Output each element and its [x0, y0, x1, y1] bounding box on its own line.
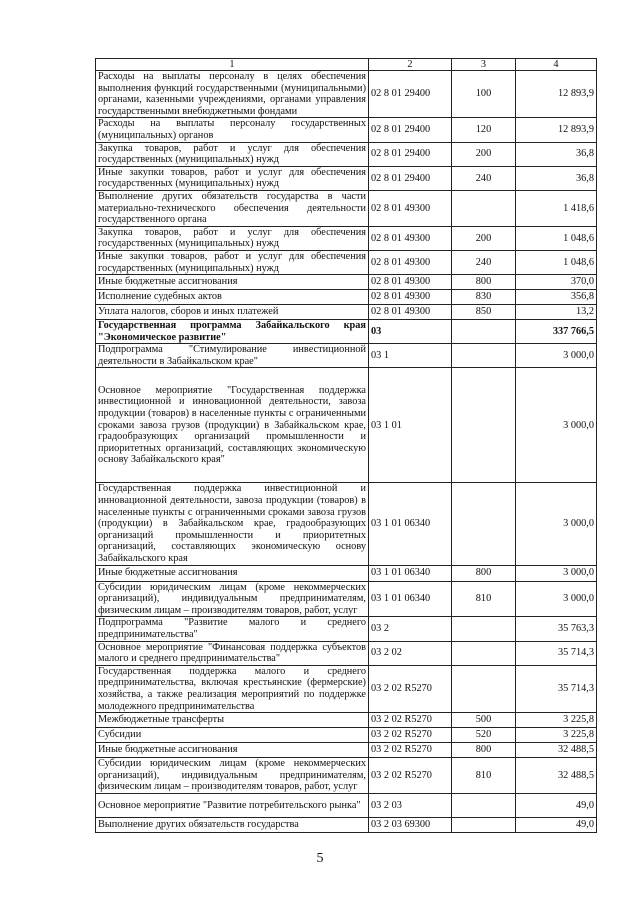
- row-type-cell: 830: [452, 290, 516, 305]
- row-amount-cell: 32 488,5: [516, 758, 597, 794]
- row-type-cell: [452, 190, 516, 226]
- row-amount-cell: 3 000,0: [516, 344, 597, 368]
- row-name-cell: Уплата налогов, сборов и иных платежей: [96, 305, 369, 320]
- row-name-cell: Иные бюджетные ассигнования: [96, 565, 369, 581]
- row-type-cell: 200: [452, 226, 516, 250]
- row-type-cell: 500: [452, 713, 516, 728]
- table-row: [96, 793, 597, 817]
- row-amount-cell: 3 000,0: [516, 581, 597, 617]
- table-row: [96, 758, 597, 794]
- row-amount-cell: 3 225,8: [516, 728, 597, 743]
- row-code-cell: 03 2 02 R5270: [369, 758, 452, 794]
- row-code-cell: 02 8 01 49300: [369, 275, 452, 290]
- row-type-cell: 520: [452, 728, 516, 743]
- table-row: [96, 743, 597, 758]
- row-type-cell: 240: [452, 166, 516, 190]
- row-code-cell: 03 2 02 R5270: [369, 728, 452, 743]
- row-code-cell: 03 1 01 06340: [369, 581, 452, 617]
- table-row: [96, 142, 597, 166]
- row-code-cell: 03 2 02 R5270: [369, 665, 452, 712]
- row-name-cell: Расходы на выплаты персоналу государственных (муниципальных) органов: [96, 118, 369, 142]
- table-row: [96, 250, 597, 274]
- row-amount-cell: 35 714,3: [516, 641, 597, 665]
- table-row: [96, 320, 597, 344]
- row-amount-cell: 49,0: [516, 817, 597, 832]
- header-col-1: 1: [96, 59, 369, 71]
- row-type-cell: [452, 617, 516, 641]
- row-name-cell: Основное мероприятие "Государственная поддержка инвестиционной и инновационной деятельности, завоза продукции (товаров) в населенные пункты с ограниченными сроками завоза грузов (продукции) в Забайкальском крае, градообразующих организаций промышленности и приоритетных организаций, составляющих экономическую основу Забайкальского края": [96, 368, 369, 483]
- page-number: 5: [316, 851, 324, 866]
- row-type-cell: 810: [452, 581, 516, 617]
- row-type-cell: [452, 368, 516, 483]
- table-header-row: [96, 59, 597, 71]
- row-code-cell: 03 2: [369, 617, 452, 641]
- row-amount-cell: 13,2: [516, 305, 597, 320]
- row-amount-cell: 1 048,6: [516, 250, 597, 274]
- table-row: [96, 118, 597, 142]
- budget-table-body: [96, 59, 597, 833]
- row-name-cell: Основное мероприятие "Развитие потребительского рынка": [96, 793, 369, 817]
- row-amount-cell: 12 893,9: [516, 118, 597, 142]
- budget-table: [95, 58, 597, 833]
- row-name-cell: Основное мероприятие "Финансовая поддержка субъектов малого и среднего предпринимательства": [96, 641, 369, 665]
- row-amount-cell: 49,0: [516, 793, 597, 817]
- row-amount-cell: 1 418,6: [516, 190, 597, 226]
- table-row: [96, 344, 597, 368]
- row-name-cell: Субсидии: [96, 728, 369, 743]
- row-amount-cell: 36,8: [516, 142, 597, 166]
- table-row: [96, 71, 597, 118]
- row-amount-cell: 3 000,0: [516, 565, 597, 581]
- row-code-cell: 03 2 02 R5270: [369, 713, 452, 728]
- row-type-cell: [452, 641, 516, 665]
- row-type-cell: [452, 665, 516, 712]
- row-code-cell: 02 8 01 29400: [369, 71, 452, 118]
- table-row: [96, 581, 597, 617]
- row-type-cell: 800: [452, 743, 516, 758]
- row-name-cell: Межбюджетные трансферты: [96, 713, 369, 728]
- table-row: [96, 305, 597, 320]
- row-type-cell: 850: [452, 305, 516, 320]
- row-type-cell: 200: [452, 142, 516, 166]
- row-code-cell: 03 1 01: [369, 368, 452, 483]
- row-type-cell: [452, 483, 516, 565]
- row-name-cell: Иные бюджетные ассигнования: [96, 275, 369, 290]
- row-name-cell: Субсидии юридическим лицам (кроме некоммерческих организаций), индивидуальным предпринимателям, физическим лицам – производителям товаров, работ, услуг: [96, 581, 369, 617]
- table-row: [96, 728, 597, 743]
- row-code-cell: 03 2 03: [369, 793, 452, 817]
- row-name-cell: Иные бюджетные ассигнования: [96, 743, 369, 758]
- row-name-cell: Выполнение других обязательств государства: [96, 817, 369, 832]
- row-name-cell: Закупка товаров, работ и услуг для обеспечения государственных (муниципальных) нужд: [96, 142, 369, 166]
- row-code-cell: 03 2 02: [369, 641, 452, 665]
- row-name-cell: Субсидии юридическим лицам (кроме некоммерческих организаций), индивидуальным предпринимателям, физическим лицам – производителям товаров, работ, услуг: [96, 758, 369, 794]
- row-name-cell: Государственная поддержка малого и среднего предпринимательства, включая крестьянские (фермерские) хозяйства, а также реализация мероприятий по поддержке молодежного предпринимательства: [96, 665, 369, 712]
- row-code-cell: 02 8 01 29400: [369, 118, 452, 142]
- table-row: [96, 483, 597, 565]
- header-col-3: 3: [452, 59, 516, 71]
- table-row: [96, 713, 597, 728]
- row-code-cell: 03 1: [369, 344, 452, 368]
- row-amount-cell: 3 000,0: [516, 368, 597, 483]
- row-amount-cell: 370,0: [516, 275, 597, 290]
- row-code-cell: 03 2 02 R5270: [369, 743, 452, 758]
- row-code-cell: 02 8 01 29400: [369, 142, 452, 166]
- row-code-cell: 02 8 01 49300: [369, 305, 452, 320]
- row-type-cell: [452, 793, 516, 817]
- row-type-cell: 800: [452, 565, 516, 581]
- row-type-cell: 810: [452, 758, 516, 794]
- table-row: [96, 368, 597, 483]
- header-col-4: 4: [516, 59, 597, 71]
- row-type-cell: 800: [452, 275, 516, 290]
- table-row: [96, 617, 597, 641]
- row-name-cell: Выполнение других обязательств государства в части материально-технического обеспечения деятельности государственного органа: [96, 190, 369, 226]
- row-code-cell: 02 8 01 49300: [369, 250, 452, 274]
- row-amount-cell: 1 048,6: [516, 226, 597, 250]
- row-amount-cell: 3 000,0: [516, 483, 597, 565]
- row-name-cell: Исполнение судебных актов: [96, 290, 369, 305]
- row-name-cell: Государственная поддержка инвестиционной и инновационной деятельности, завоза продукции (товаров) в населенные пункты с ограниченными сроками завоза грузов (продукции) в Забайкальском крае, градообразующих организаций промышленности и приоритетных организаций, составляющих экономическую основу Забайкальского края: [96, 483, 369, 565]
- row-code-cell: 02 8 01 49300: [369, 290, 452, 305]
- table-row: [96, 166, 597, 190]
- row-name-cell: Подпрограмма "Развитие малого и среднего предпринимательства": [96, 617, 369, 641]
- row-name-cell: Иные закупки товаров, работ и услуг для обеспечения государственных (муниципальных) нужд: [96, 166, 369, 190]
- row-code-cell: 03 1 01 06340: [369, 483, 452, 565]
- row-code-cell: 02 8 01 49300: [369, 190, 452, 226]
- row-name-cell: Государственная программа Забайкальского края "Экономическое развитие": [96, 320, 369, 344]
- row-amount-cell: 3 225,8: [516, 713, 597, 728]
- table-row: [96, 190, 597, 226]
- header-col-2: 2: [369, 59, 452, 71]
- row-type-cell: [452, 817, 516, 832]
- table-row: [96, 226, 597, 250]
- row-type-cell: [452, 320, 516, 344]
- row-code-cell: 02 8 01 29400: [369, 166, 452, 190]
- row-amount-cell: 12 893,9: [516, 71, 597, 118]
- row-code-cell: 03: [369, 320, 452, 344]
- table-row: [96, 817, 597, 832]
- row-amount-cell: 337 766,5: [516, 320, 597, 344]
- row-amount-cell: 32 488,5: [516, 743, 597, 758]
- row-type-cell: 240: [452, 250, 516, 274]
- row-type-cell: 120: [452, 118, 516, 142]
- row-amount-cell: 35 714,3: [516, 665, 597, 712]
- row-code-cell: 03 1 01 06340: [369, 565, 452, 581]
- row-type-cell: 100: [452, 71, 516, 118]
- row-name-cell: Иные закупки товаров, работ и услуг для обеспечения государственных (муниципальных) нужд: [96, 250, 369, 274]
- table-row: [96, 641, 597, 665]
- row-code-cell: 02 8 01 49300: [369, 226, 452, 250]
- row-amount-cell: 356,8: [516, 290, 597, 305]
- table-row: [96, 275, 597, 290]
- row-amount-cell: 35 763,3: [516, 617, 597, 641]
- row-code-cell: 03 2 03 69300: [369, 817, 452, 832]
- row-name-cell: Подпрограмма "Стимулирование инвестиционной деятельности в Забайкальском крае": [96, 344, 369, 368]
- table-row: [96, 565, 597, 581]
- table-row: [96, 665, 597, 712]
- row-name-cell: Расходы на выплаты персоналу в целях обеспечения выполнения функций государственными (муниципальными) органами, казенными учреждениями, органами управления государственными внебюджетными фондами: [96, 71, 369, 118]
- row-amount-cell: 36,8: [516, 166, 597, 190]
- row-type-cell: [452, 344, 516, 368]
- row-name-cell: Закупка товаров, работ и услуг для обеспечения государственных (муниципальных) нужд: [96, 226, 369, 250]
- table-row: [96, 290, 597, 305]
